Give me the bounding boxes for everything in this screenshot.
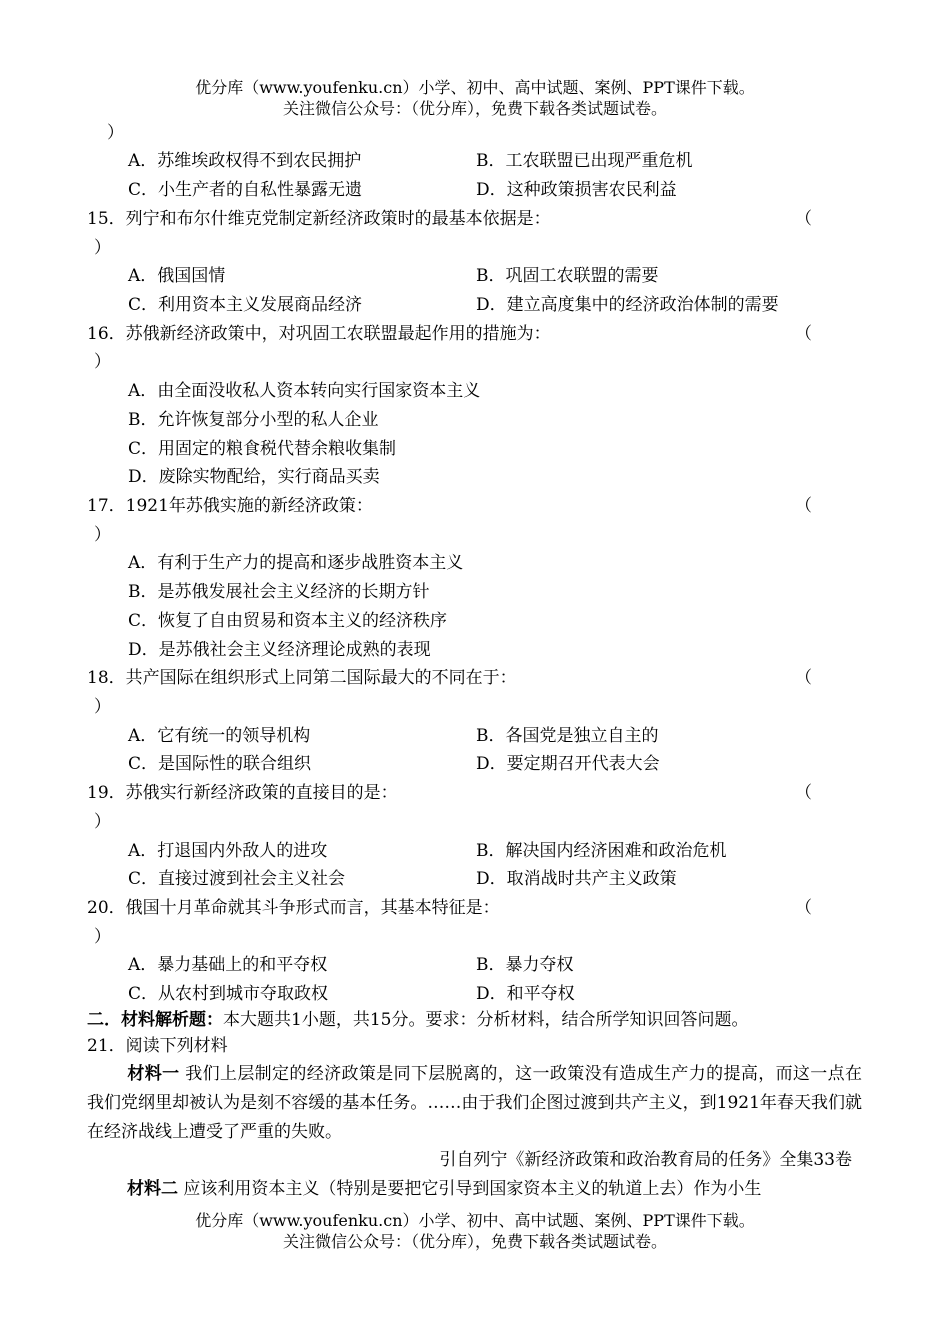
q17-option-c: C．恢复了自由贸易和资本主义的经济秩序 xyxy=(128,611,448,631)
question-20-stem xyxy=(87,896,500,920)
question-text: 苏俄实行新经济政策的直接目的是： xyxy=(125,783,398,803)
section-2-description: 本大题共1小题，共15分。要求：分析材料，结合所学知识回答问题。 xyxy=(223,1010,749,1030)
q14-option-b: B．工农联盟已出现严重危机 xyxy=(476,151,693,171)
question-number: 19． xyxy=(87,783,126,803)
q15-option-b: B．巩固工农联盟的需要 xyxy=(476,266,659,286)
material-1-source: 引自列宁《新经济政策和政治教育局的任务》全集33卷 xyxy=(439,1150,852,1170)
q15-option-c: C．利用资本主义发展商品经济 xyxy=(128,295,363,315)
header-promo-line-1: 优分库（www.youfenku.cn）小学、初中、高中试题、案例、PPT课件下载。 xyxy=(195,78,755,97)
header-promo-line-2: 关注微信公众号：（优分库），免费下载各类试题试卷。 xyxy=(282,99,667,118)
q20-option-b: B．暴力夺权 xyxy=(476,955,574,975)
q19-option-c: C．直接过渡到社会主义社会 xyxy=(128,869,346,889)
question-number: 16． xyxy=(87,324,126,344)
q17-option-d: D．是苏俄社会主义经济理论成熟的表现 xyxy=(128,640,431,660)
q15-option-a: A．俄国国情 xyxy=(128,266,226,286)
question-number: 15． xyxy=(87,209,126,229)
answer-close-paren: ） xyxy=(94,352,111,372)
q18-option-c: C．是国际性的联合组织 xyxy=(128,754,312,774)
material-2-text: 应该利用资本主义（特别是要把它引导到国家资本主义的轨道上去）作为小生 xyxy=(183,1179,762,1199)
question-text: 俄国十月革命就其斗争形式而言，其基本特征是： xyxy=(125,898,500,918)
question-18-stem xyxy=(87,666,517,690)
q14-option-c: C．小生产者的自私性暴露无遗 xyxy=(128,180,363,200)
question-text: 列宁和布尔什维克党制定新经济政策时的最基本依据是： xyxy=(125,209,551,229)
q19-option-d: D．取消战时共产主义政策 xyxy=(476,869,677,889)
question-16-stem xyxy=(87,322,551,346)
question-number: 17． xyxy=(87,496,126,516)
question-number: 18． xyxy=(87,668,126,688)
q16-option-a: A．由全面没收私人资本转向实行国家资本主义 xyxy=(128,381,481,401)
question-text: 苏俄新经济政策中，对巩固工农联盟最起作用的措施为： xyxy=(125,324,551,344)
q20-option-d: D．和平夺权 xyxy=(476,984,575,1004)
question-number: 21． xyxy=(87,1036,126,1056)
q16-option-c: C．用固定的粮食税代替余粮收集制 xyxy=(128,439,397,459)
q19-option-a: A．打退国内外敌人的进攻 xyxy=(128,841,328,861)
answer-open-paren: （ xyxy=(795,783,812,803)
q14-option-a: A．苏维埃政权得不到农民拥护 xyxy=(128,151,362,171)
question-text: 1921年苏俄实施的新经济政策： xyxy=(125,496,373,516)
material-2-label: 材料二 xyxy=(127,1179,178,1199)
answer-close-paren: ） xyxy=(94,525,111,545)
answer-open-paren: （ xyxy=(795,209,812,229)
question-number: 20． xyxy=(87,898,126,918)
q18-option-b: B．各国党是独立自主的 xyxy=(476,726,659,746)
q18-option-d: D．要定期召开代表大会 xyxy=(476,754,660,774)
q18-option-a: A．它有统一的领导机构 xyxy=(128,726,311,746)
answer-open-paren: （ xyxy=(795,324,812,344)
answer-close-paren: ） xyxy=(94,927,111,947)
q20-option-a: A．暴力基础上的和平夺权 xyxy=(128,955,328,975)
material-1-text: 我们上层制定的经济政策是同下层脱离的，这一政策没有造成生产力的提高，而这一点在我们党纲里却被认为是刻不容缓的基本任务。……由于我们企图过渡到共产主义，到1921年春天我们就在经济战线上遭受了严重的失败。 xyxy=(87,1064,863,1142)
section-2-heading xyxy=(87,1008,748,1032)
answer-open-paren: （ xyxy=(795,496,812,516)
q17-option-a: A．有利于生产力的提高和逐步战胜资本主义 xyxy=(128,553,464,573)
q15-option-d: D．建立高度集中的经济政治体制的需要 xyxy=(476,295,779,315)
answer-open-paren: （ xyxy=(795,668,812,688)
q14-close-paren: ） xyxy=(107,123,124,143)
footer-promo-line-1: 优分库（www.youfenku.cn）小学、初中、高中试题、案例、PPT课件下载。 xyxy=(195,1211,755,1230)
answer-close-paren: ） xyxy=(94,697,111,717)
q14-option-d: D．这种政策损害农民利益 xyxy=(476,180,677,200)
material-2-paragraph xyxy=(127,1177,761,1201)
question-text: 共产国际在组织形式上同第二国际最大的不同在于： xyxy=(125,668,517,688)
question-15-stem xyxy=(87,207,551,231)
q19-option-b: B．解决国内经济困难和政治危机 xyxy=(476,841,727,861)
material-1-paragraph xyxy=(87,1060,862,1147)
answer-close-paren: ） xyxy=(94,812,111,832)
question-17-stem xyxy=(87,494,373,518)
q16-option-d: D．废除实物配给，实行商品买卖 xyxy=(128,467,380,487)
footer-promo-line-2: 关注微信公众号：（优分库），免费下载各类试题试卷。 xyxy=(282,1232,667,1251)
q16-option-b: B．允许恢复部分小型的私人企业 xyxy=(128,410,379,430)
section-2-title: 二．材料解析题： xyxy=(87,1010,223,1030)
q17-option-b: B．是苏俄发展社会主义经济的长期方针 xyxy=(128,582,430,602)
material-1-label: 材料一 xyxy=(127,1064,180,1084)
question-text: 阅读下列材料 xyxy=(125,1036,228,1056)
q20-option-c: C．从农村到城市夺取政权 xyxy=(128,984,329,1004)
answer-open-paren: （ xyxy=(795,898,812,918)
question-21-stem xyxy=(87,1034,228,1058)
answer-close-paren: ） xyxy=(94,238,111,258)
question-19-stem xyxy=(87,781,398,805)
